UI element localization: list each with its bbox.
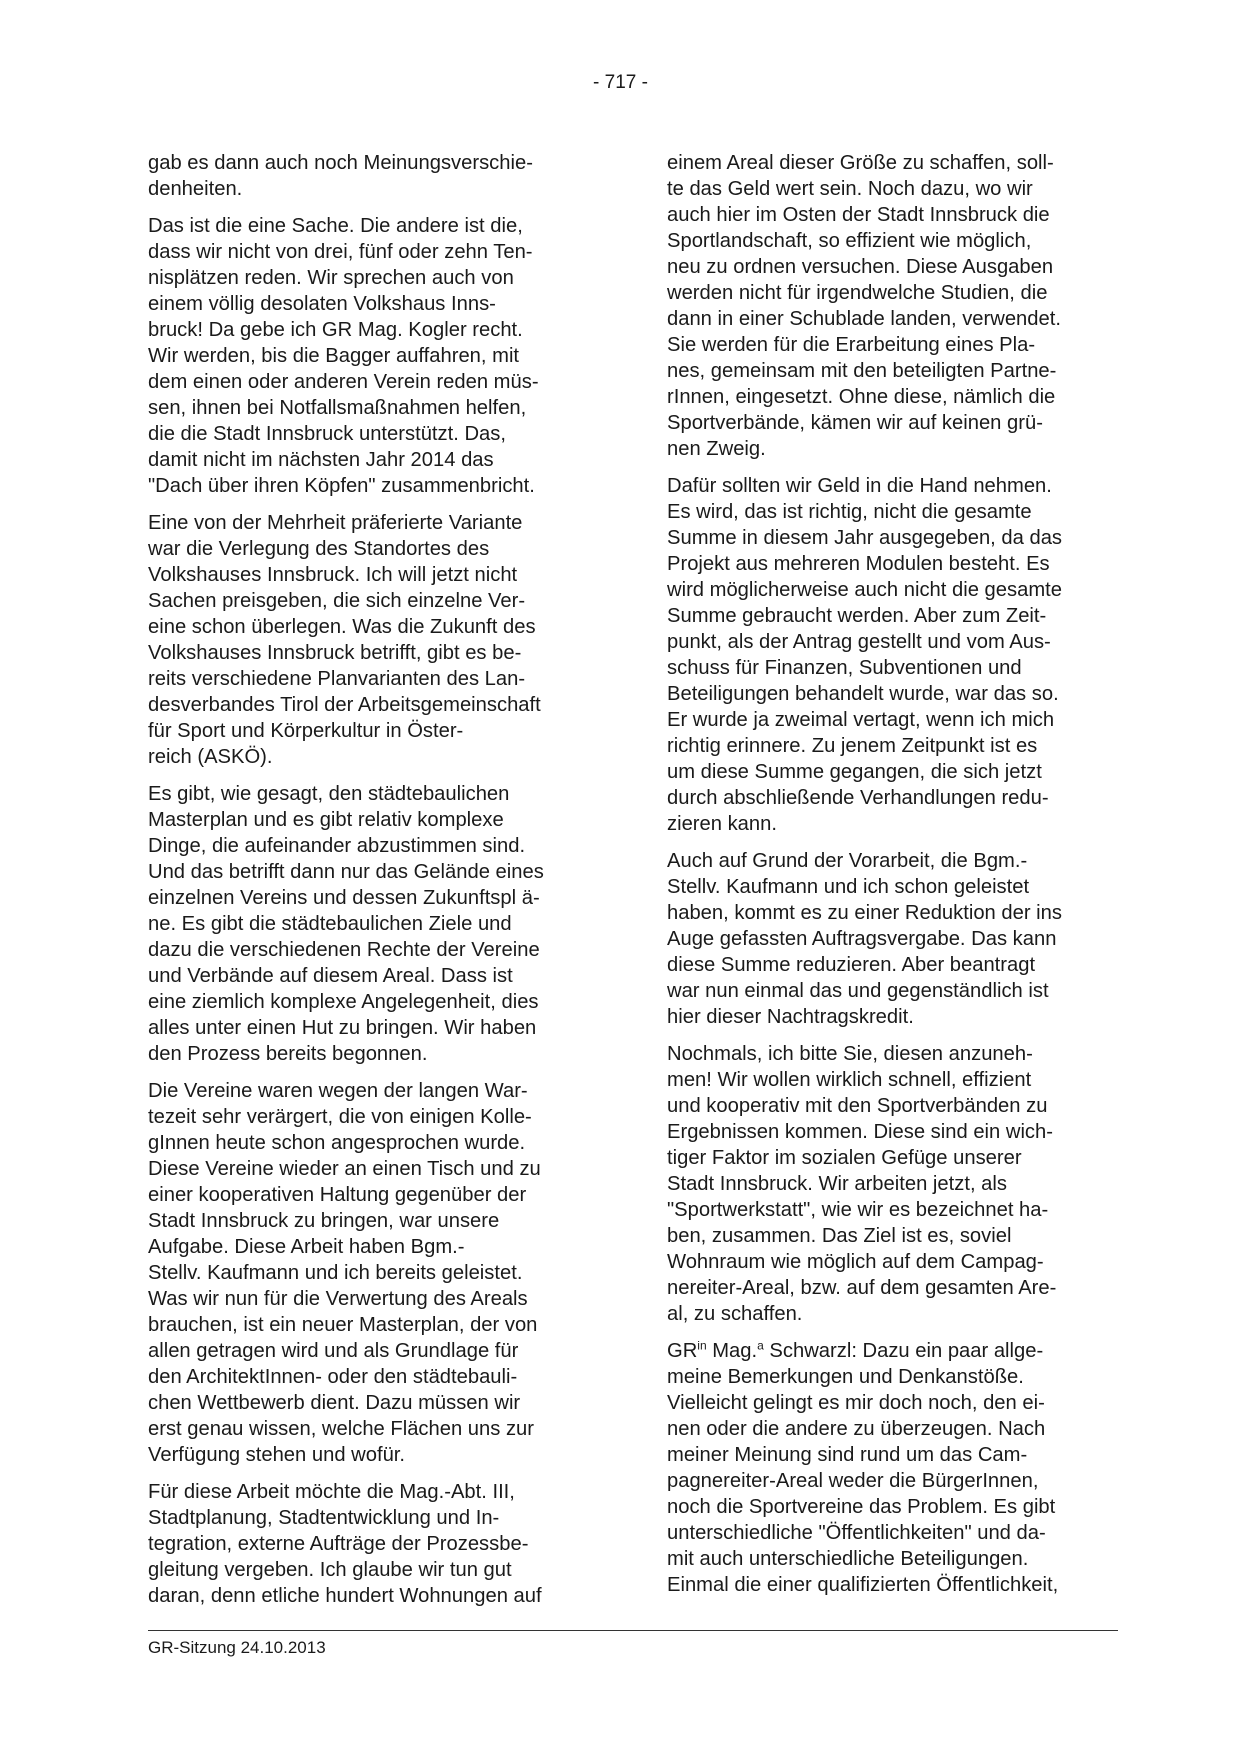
speaker-sup-a: a — [757, 1338, 764, 1353]
speaker-prefix: GR — [667, 1340, 698, 1362]
footer-divider — [148, 1630, 1118, 1631]
paragraph: gab es dann auch noch Meinungsverschie- denheiten. — [148, 152, 533, 200]
footer-session-date: GR-Sitzung 24.10.2013 — [148, 1638, 326, 1657]
paragraph: Für diese Arbeit möchte die Mag.-Abt. III, Stadtplanung, Stadtentwicklung und In- tegration, externe Aufträge der Prozessbe- gleitung vergeben. Ich glaube wir tun gut daran, denn etliche hundert Wohnungen auf — [148, 1481, 542, 1607]
paragraph: Auch auf Grund der Vorarbeit, die Bgm.- Stellv. Kaufmann und ich schon geleistet haben, kommt es zu einer Reduktion der ins Auge gefassten Auftragsvergabe. Das kann diese Summe reduzieren. Aber beantragt war nun einmal das und gegenständlich ist hier dieser Nachtragskredit. — [667, 850, 1062, 1028]
paragraph: Das ist die eine Sache. Die andere ist die, dass wir nicht von drei, fünf oder zehn Ten- nisplätzen reden. Wir sprechen auch von einem völlig desolaten Volkshaus Inns- bruck! Da gebe ich GR Mag. Kogler recht. Wir werden, bis die Bagger auffahren, mit dem einen oder anderen Verein reden müs- sen, ihnen bei Notfallsmaßnahmen helfen, die die Stadt Innsbruck unterstützt. Das, damit nicht im nächsten Jahr 2014 das "Dach über ihren Köpfen" zusammenbricht. — [148, 215, 539, 497]
paragraph: Die Vereine waren wegen der langen War- tezeit sehr verärgert, die von einigen Kolle- gInnen heute schon angesprochen wurde. Diese Vereine wieder an einen Tisch und zu einer kooperativen Haltung gegenüber der Stadt Innsbruck zu bringen, war unsere Aufgabe. Diese Arbeit haben Bgm.- Stellv. Kaufmann und ich bereits geleistet. Was wir nun für die Verwertung des Areals brauchen, ist ein neuer Masterplan, der von allen getragen wird und als Grundlage für den ArchitektInnen- oder den städtebauli- chen Wettbewerb dient. Dazu müssen wir erst genau wissen, welche Flächen uns zur Verfügung stehen und wofür. — [148, 1080, 541, 1466]
paragraph: Nochmals, ich bitte Sie, diesen anzuneh- men! Wir wollen wirklich schnell, effizient und kooperativ mit den Sportverbänden zu Ergebnissen kommen. Diese sind ein wich- tiger Faktor im sozialen Gefüge unserer Stadt Innsbruck. Wir arbeiten jetzt, als "Sportwerkstatt", wie wir es bezeichnet ha- ben, zusammen. Das Ziel ist es, soviel Wohnraum wie möglich auf dem Campag- nereiter-Areal, bzw. auf dem gesamten Are- al, zu schaffen. — [667, 1043, 1057, 1325]
page-number: - 717 - — [593, 72, 648, 93]
speaker-body: Schwarzl: Dazu ein paar allge- meine Bemerkungen und Denkanstöße. Vielleicht gelingt es mir doch noch, den ei- nen oder die andere zu überzeugen. Nach meiner Meinung sind rund um das Cam- pagnereiter-Areal weder die BürgerInnen, noch die Sportvereine das Problem. Es gibt unterschiedliche "Öffentlichkeiten" und da- mit auch unterschiedliche Beteiligungen. Einmal die einer qualifizierten Öffentlichkeit, — [667, 1340, 1059, 1596]
speaker-title: Mag. — [706, 1340, 758, 1362]
left-column — [148, 150, 593, 1620]
paragraph: einem Areal dieser Größe zu schaffen, soll- te das Geld wert sein. Noch dazu, wo wir auch hier im Osten der Stadt Innsbruck die Sportlandschaft, so effizient wie möglich, neu zu ordnen versuchen. Diese Ausgaben werden nicht für irgendwelche Studien, die dann in einer Schublade landen, verwendet. Sie werden für die Erarbeitung eines Pla- nes, gemeinsam mit den beteiligten Partne- rInnen, eingesetzt. Ohne diese, nämlich die Sportverbände, kämen wir auf keinen grü- nen Zweig. — [667, 152, 1061, 460]
right-column — [667, 150, 1112, 1609]
paragraph: Dafür sollten wir Geld in die Hand nehmen. Es wird, das ist richtig, nicht die gesamte Summe in diesem Jahr ausgegeben, da das Projekt aus mehreren Modulen besteht. Es wird möglicherweise auch nicht die gesamte Summe gebraucht werden. Aber zum Zeit- punkt, als der Antrag gestellt und vom Aus- schuss für Finanzen, Subventionen und Beteiligungen behandelt wurde, war das so. Er wurde ja zweimal vertagt, wenn ich mich richtig erinnere. Zu jenem Zeitpunkt ist es um diese Summe gegangen, die sich jetzt durch abschließende Verhandlungen redu- zieren kann. — [667, 475, 1063, 835]
speaker-sup-in: in — [697, 1338, 707, 1353]
paragraph: Eine von der Mehrheit präferierte Variante war die Verlegung des Standortes des Volkshauses Innsbruck. Ich will jetzt nicht Sachen preisgeben, die sich einzelne Ver- eine schon überlegen. Was die Zukunft des Volkshauses Innsbruck betrifft, gibt es be- reits verschiedene Planvarianten des Lan- desverbandes Tirol der Arbeitsgemeinschaft für Sport und Körperkultur in Öster- reich (ASKÖ). — [148, 512, 541, 768]
paragraph: Es gibt, wie gesagt, den städtebaulichen Masterplan und es gibt relativ komplexe Dinge, die aufeinander abzustimmen sind. Und das betrifft dann nur das Gelände eines einzelnen Vereins und dessen Zukunftspl ä- ne. Es gibt die städtebaulichen Ziele und dazu die verschiedenen Rechte der Vereine und Verbände auf diesem Areal. Dass ist eine ziemlich komplexe Angelegenheit, dies alles unter einen Hut zu bringen. Wir haben den Prozess bereits begonnen. — [148, 783, 544, 1065]
speaker-paragraph — [667, 1338, 1112, 1598]
